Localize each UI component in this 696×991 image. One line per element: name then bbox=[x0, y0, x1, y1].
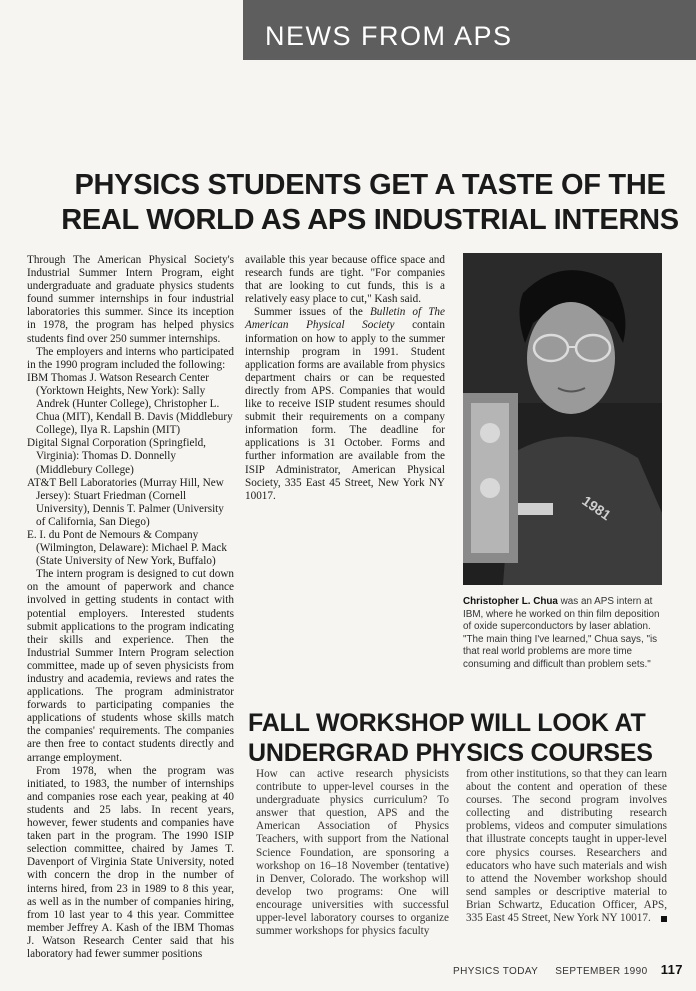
employer-item: E. I. du Pont de Nemours & Company (Wilmington, Delaware): Michael P. Mack (State University of New York, Buffalo) bbox=[27, 528, 227, 568]
article-intro: Through The American Physical Society's Industrial Summer Intern Program, eight undergraduate and graduate physics students found summer internships in four industrial laboratories this summer. Since its inception in 1978, the program has helped physics students find over 250 summer internships. bbox=[27, 254, 234, 345]
jacket-number: 1981 bbox=[579, 492, 614, 524]
employer-item: Digital Signal Corporation (Springfield, Virginia): Thomas D. Donnelly (Middlebury College) bbox=[27, 437, 206, 476]
bulletin-pre: Summer issues of the bbox=[254, 306, 370, 319]
workshop-column-1 bbox=[256, 768, 449, 938]
employer-list bbox=[27, 372, 234, 568]
program-paragraph: The intern program is designed to cut down on the amount of paperwork and chance involved in getting students in contact with potential employers. Interested students submit applications to the program indicating their skills and experience. Then the Industrial Summer Intern Program selection committee, made up of seven physicists from industry and academia, reviews and rates the applications. The program administrator forwards to participating companies the applications of students whose skills match the companies' requirements. The companies are then free to contact students directly and arrange employment. bbox=[27, 568, 234, 764]
history-paragraph: From 1978, when the program was initiated, to 1983, the number of internships and companies rose each year, peaking at 40 students and 25 labs. In recent years, however, fewer students and companies have taken part in the program. The 1990 ISIP selection committee, chaired by James T. Davenport of Virginia State University, noted with concern the drop in the number of interns hired, from 23 in 1989 to 8 this year, as well as in the number of companies hiring, from 10 last year to 4 this year. Committee member Jeffrey A. Kash of the IBM Thomas J. Watson Research Center said that his laboratory had fewer summer positions bbox=[27, 764, 234, 960]
employer-item: AT&T Bell Laboratories (Murray Hill, New Jersey): Stuart Friedman (Cornell University), Dennis T. Palmer (University of California, San Diego) bbox=[27, 476, 224, 528]
workshop-paragraph-continued: from other institutions, so that they can learn about the content and operation of these courses. The second program involves collecting and distributing research problems, videos and computer simulations that illustrate concepts taught in upper-level core physics courses. Researchers and educators who have such materials and wish to attend the November workshop should send samples or descriptive material to Brian Schwartz, Education Officer, APS, 335 East 45 Street, New York NY 10017. bbox=[466, 768, 667, 925]
page-footer bbox=[453, 962, 683, 977]
history-paragraph-continued: available this year because office space and research funds are tight. "For companies that are looking to cut funds, this is a relatively easy place to cut," Kash said. bbox=[245, 254, 445, 306]
end-of-article-mark bbox=[661, 916, 667, 922]
intern-photo bbox=[463, 253, 662, 585]
bulletin-title: Bulletin of The American Physical Society bbox=[245, 306, 445, 332]
employers-intro: The employers and interns who participated in the 1990 program included the following: bbox=[27, 345, 234, 371]
journal-name: PHYSICS TODAY bbox=[453, 966, 539, 977]
issue-date: SEPTEMBER 1990 bbox=[555, 966, 648, 977]
workshop-headline: FALL WORKSHOP WILL LOOK AT UNDERGRAD PHYSICS COURSES bbox=[248, 709, 653, 767]
photo-illustration bbox=[463, 253, 662, 585]
caption-name: Christopher L. Chua bbox=[463, 596, 558, 607]
section-banner: NEWS FROM APS bbox=[243, 0, 696, 60]
bulletin-paragraph bbox=[245, 306, 445, 502]
page-number: 117 bbox=[660, 962, 683, 977]
photo-caption bbox=[463, 596, 668, 671]
workshop-column-2 bbox=[466, 768, 667, 925]
article-headline: PHYSICS STUDENTS GET A TASTE OF THE REAL WORLD AS APS INDUSTRIAL INTERNS bbox=[61, 169, 679, 236]
article-column-2 bbox=[245, 254, 445, 503]
caption-text: was an APS intern at IBM, where he worked on thin film deposition of oxide superconductors by laser ablation. "The main thing I've learned," Chua says, "is that real world problems are more time consuming and difficult than problem sets." bbox=[463, 596, 660, 670]
workshop-paragraph: How can active research physicists contribute to upper-level courses in the undergraduate physics curriculum? To answer that question, APS and the American Association of Physics Teachers, with support from the National Science Foundation, are sponsoring a workshop on 16–18 November (tentative) in Denver, Colorado. The workshop will develop two programs: One will encourage universities with successful upper-level laboratory courses to organize summer workshops for physics faculty bbox=[256, 768, 449, 938]
bulletin-post: contain information on how to apply to the summer internship program in 1991. Student application forms are available from physics department chairs or can be requested directly from APS. Companies that would like to receive ISIP student resumes should submit their requirements on a company information form. The deadline for applications is 31 October. Forms and further information are available from the ISIP Administrator, American Physical Society, 335 East 45 Street, New York NY 10017. bbox=[245, 319, 445, 502]
article-column-1 bbox=[27, 254, 234, 961]
employer-item: IBM Thomas J. Watson Research Center (Yorktown Heights, New York): Sally Andrek (Hunter College), Christopher L. Chua (MIT), Kendall B. Davis (Middlebury College), Ilya R. Lapshin (MIT) bbox=[27, 371, 233, 437]
